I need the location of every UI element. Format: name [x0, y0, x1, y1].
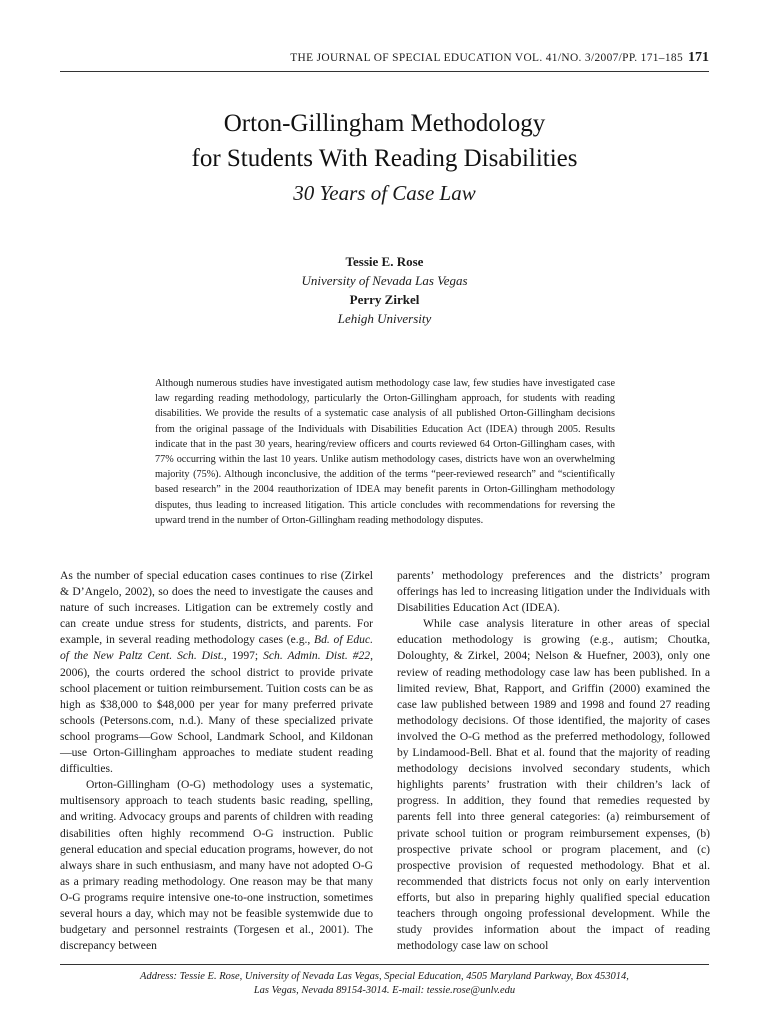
case-citation-1: Bd. of Educ. of the New Paltz Cent. Sch. Dist. — [60, 633, 374, 663]
abstract: Although numerous studies have investigated autism methodology case law, few studies have investigated case law regarding reading methodology, particularly the Orton-Gillingham approach, for students with reading disabilities. We provide the results of a systematic case analysis of all published Orton-Gillingham decisions from the original passage of the Individuals with Disabilities Education Act (IDEA) through 2005. Results indicate that in the past 30 years, hearing/review officers and courts reviewed 64 Orton-Gillingham cases, with 77% occurring within the last 10 years. Unlike autism methodology cases, districts have won an overwhelming majority (75%). Although inconclusive, the addition of the terms “peer-reviewed research” and “scientifically based research” in the 2004 reauthorization of IDEA may benefit parents in Orton-Gillingham methodology disputes, thus leading to increased litigation. This article concludes with recommendations for reversing the upward trend in the number of Orton-Gillingham reading methodology disputes. — [155, 378, 615, 526]
author-block — [60, 252, 709, 328]
correspondence-address — [60, 970, 709, 998]
title-line-1: Orton-Gillingham Methodology — [223, 110, 546, 137]
paragraph-1 — [60, 568, 373, 777]
paragraph-3: parents’ methodology preferences and the districts’ program offerings has led to increasing litigation under the Individuals with Disabilities Education Act (IDEA). — [397, 569, 710, 615]
journal-citation: THE JOURNAL OF SPECIAL EDUCATION VOL. 41/NO. 3/2007/PP. 171–185 — [290, 52, 683, 64]
case-citation-2: Sch. Admin. Dist. #22 — [263, 649, 371, 663]
running-head — [60, 50, 709, 66]
paragraph-4: While case analysis literature in other areas of special education methodology is growing (e.g., autism; Choutka, Doloughty, & Zirkel, 2004; Nelson & Huefner, 2003), only one review of reading methodology case law has been published. In a limited review, Bhat, Rapport, and Griffin (2000) examined the case law published between 1989 and 1998 and found 27 reading methodology decisions. Of those identified, the majority of cases involved the O-G method as the preferred methodology, followed by Lindamood-Bell. Bhat et al. found that the majority of reading methodology decisions involved secondary students, which highlights parents’ frustration with their children’s lack of progress. In addition, they found that remedies requested by parents fell into three general categories: (a) reimbursement of private school tuition or program reimbursement expenses, (b) prospective private school or program placement, and (c) prospective provision of requested methodology. Bhat et al. recommended that districts focus not only on early intervention efforts, but also in preparing highly qualified special education teachers through ongoing professional development. While the study provides information about the impact of reading methodology case law on school — [397, 617, 710, 953]
author-affiliation-2: Lehigh University — [337, 311, 432, 326]
address-line-1: Tessie E. Rose, University of Nevada Las Vegas, Special Education, 4505 Maryland Parkway, Box 453014, — [179, 971, 629, 982]
paragraph-2: Orton-Gillingham (O-G) methodology uses a systematic, multisensory approach to teach students basic reading, spelling, and writing. Advocacy groups and parents of children with reading disabilities often highly recommend O-G instruction. Public general education and special education programs, however, do not always share in such enthusiasm, and many have not adopted O-G as a primary reading methodology. One reason may be that many O-G programs require intensive one-to-one instruction, sometimes several hours a day, which may not be feasible systemwide due to budgetary and personnel restraints (Torgesen et al., 2001). The discrepancy between — [60, 778, 373, 953]
address-label: Address: — [140, 971, 177, 982]
author-affiliation-1: University of Nevada Las Vegas — [301, 273, 468, 288]
header-rule — [60, 71, 709, 72]
author-name-1: Tessie E. Rose — [345, 254, 424, 269]
paragraph-1-text-b: , 1997; — [223, 649, 264, 663]
address-line-2: Las Vegas, Nevada 89154-3014. E-mail: tessie.rose@unlv.edu — [253, 985, 516, 996]
title-line-2: for Students With Reading Disabilities — [191, 145, 578, 172]
body-column-left — [60, 568, 373, 954]
article-title — [60, 106, 709, 176]
page-number: 171 — [688, 50, 709, 65]
article-subtitle: 30 Years of Case Law — [293, 181, 476, 205]
footer-rule — [60, 964, 709, 965]
author-name-2: Perry Zirkel — [349, 292, 420, 307]
paragraph-1-text-a: As the number of special education cases continues to rise (Zirkel & D’Angelo, 2002), so does the need to investigate the causes and nature of such increases. Litigation can be extremely costly and can create undue stress for students, districts, and parents. For example, in several reading methodology cases (e.g., — [60, 569, 373, 647]
paragraph-1-text-c: , 2006), the courts ordered the school district to provide private school placement or tuition reimbursement. Tuition costs can be as high as $38,000 to $48,000 per year for many preferred private schools (Petersons.com, n.d.). Many of these specialized private school programs—Gow School, Landmark School, and Kildonan—use Orton-Gillingham approaches to mediate student reading difficulties. — [60, 649, 373, 776]
body-column-right — [397, 568, 710, 954]
